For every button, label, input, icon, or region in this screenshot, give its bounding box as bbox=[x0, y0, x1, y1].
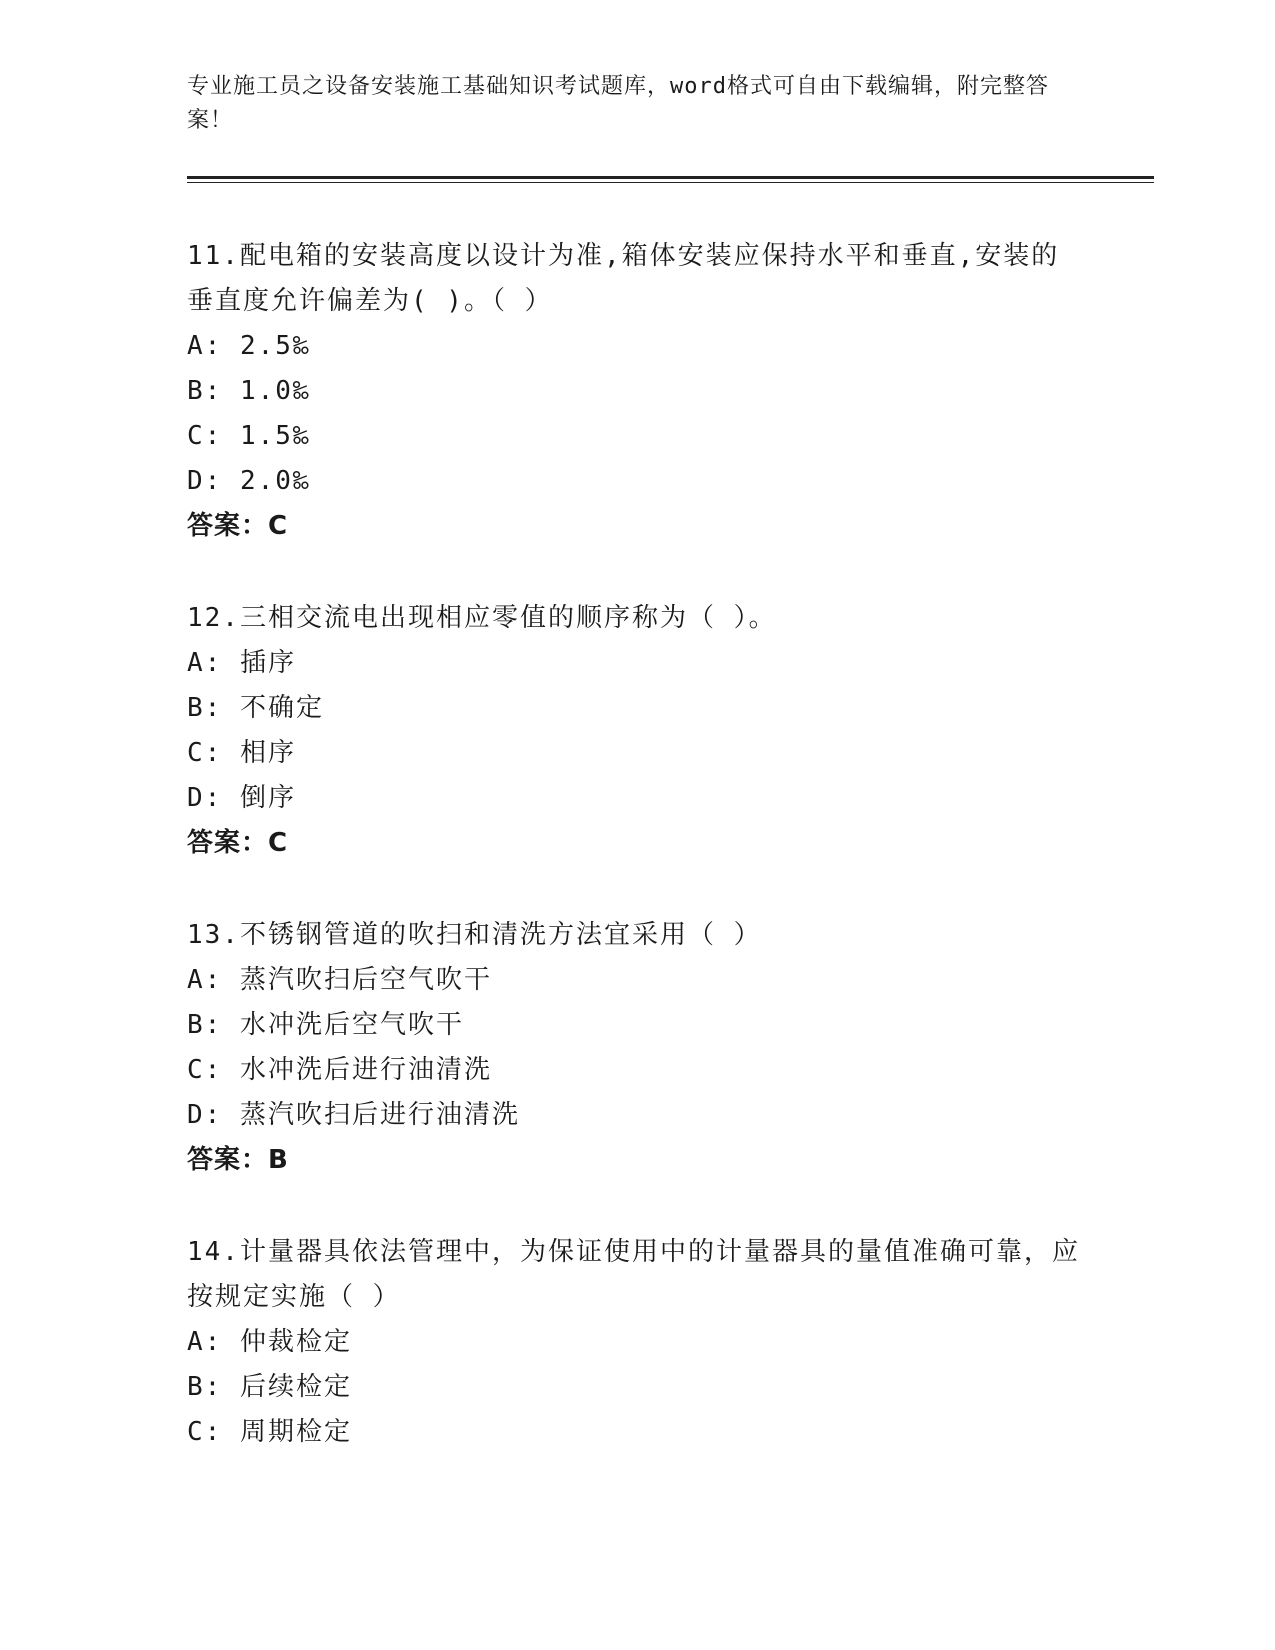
option-c: C: 相序 bbox=[187, 738, 296, 768]
option-d: D: 倒序 bbox=[187, 783, 296, 813]
question-13 bbox=[187, 913, 1087, 1183]
option-c: C: 1.5‰ bbox=[187, 421, 311, 451]
option-b: B: 水冲洗后空气吹干 bbox=[187, 1010, 464, 1040]
question-11 bbox=[187, 234, 1087, 549]
document-header: 专业施工员之设备安装施工基础知识考试题库，word格式可自由下载编辑，附完整答案！ bbox=[187, 74, 1049, 133]
option-a: A: 2.5‰ bbox=[187, 331, 311, 361]
option-a: A: 仲裁检定 bbox=[187, 1327, 352, 1357]
question-12 bbox=[187, 596, 1087, 866]
question-list bbox=[187, 234, 1087, 1502]
answer-line: 答案：C bbox=[187, 511, 289, 541]
option-b: B: 不确定 bbox=[187, 693, 324, 723]
option-b: B: 1.0‰ bbox=[187, 376, 311, 406]
question-14 bbox=[187, 1230, 1087, 1455]
header-divider-thick bbox=[187, 176, 1154, 179]
answer-line: 答案：C bbox=[187, 828, 289, 858]
question-stem: 12.三相交流电出现相应零值的顺序称为（ ）。 bbox=[187, 603, 777, 633]
option-a: A: 插序 bbox=[187, 648, 296, 678]
option-d: D: 2.0‰ bbox=[187, 466, 311, 496]
option-c: C: 水冲洗后进行油清洗 bbox=[187, 1055, 492, 1085]
question-stem: 13.不锈钢管道的吹扫和清洗方法宜采用（ ） bbox=[187, 920, 762, 950]
option-b: B: 后续检定 bbox=[187, 1372, 352, 1402]
option-a: A: 蒸汽吹扫后空气吹干 bbox=[187, 965, 492, 995]
question-stem: 14.计量器具依法管理中，为保证使用中的计量器具的量值准确可靠，应按规定实施（ ） bbox=[187, 1237, 1080, 1312]
answer-line: 答案：B bbox=[187, 1145, 289, 1175]
option-c: C: 周期检定 bbox=[187, 1417, 352, 1447]
option-d: D: 蒸汽吹扫后进行油清洗 bbox=[187, 1100, 520, 1130]
header-divider-thin bbox=[187, 182, 1154, 183]
question-stem: 11.配电箱的安装高度以设计为准,箱体安装应保持水平和垂直,安装的垂直度允许偏差为( )。（ ） bbox=[187, 241, 1060, 316]
